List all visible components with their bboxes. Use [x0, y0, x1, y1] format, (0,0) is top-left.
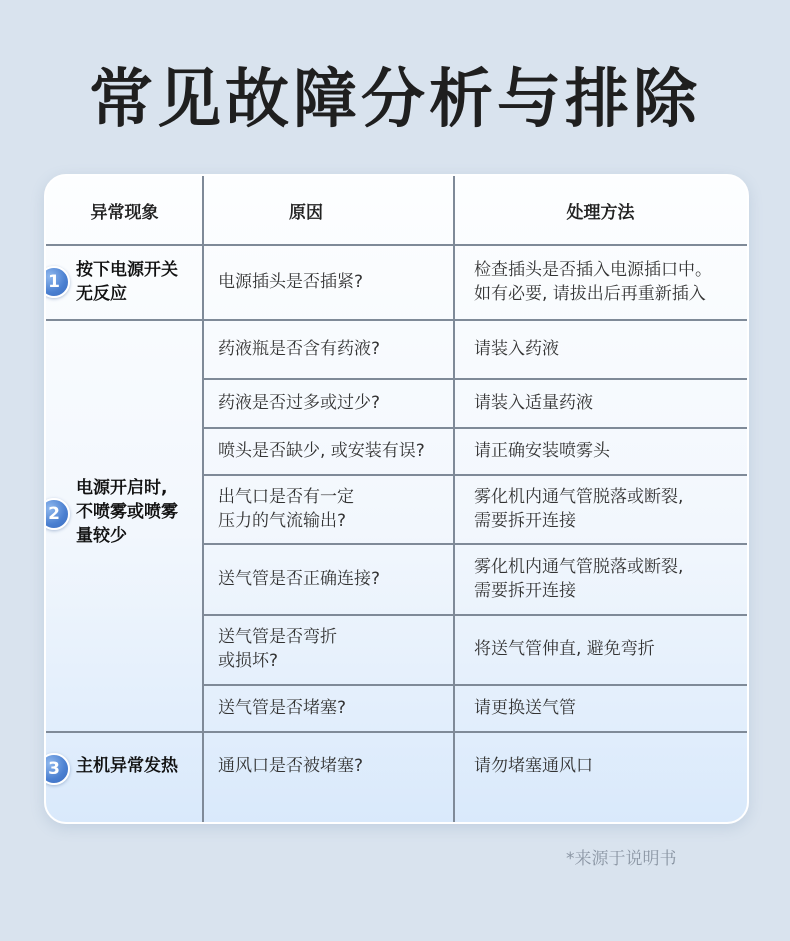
solution-cell: 检查插头是否插入电源插口中。 如有必要, 请拔出后再重新插入 — [474, 259, 712, 304]
symptom-label: 按下电源开关 无反应 — [76, 259, 178, 304]
solution-cell: 雾化机内通气管脱落或断裂, 需要拆开连接 — [474, 556, 684, 601]
solution-cell: 请更换送气管 — [474, 697, 576, 718]
cause-cell: 出气口是否有一定 压力的气流输出? — [218, 486, 354, 531]
cause-cell: 送气管是否正确连接? — [218, 568, 381, 589]
cause-cell: 送气管是否堵塞? — [218, 697, 347, 718]
cause-cell: 喷头是否缺少, 或安装有误? — [218, 440, 425, 461]
header-symptom: 异常现象 — [90, 202, 159, 223]
solution-cell: 雾化机内通气管脱落或断裂, 需要拆开连接 — [474, 486, 684, 531]
solution-cell: 请装入药液 — [474, 338, 559, 359]
header-cause: 原因 — [289, 202, 323, 223]
troubleshooting-table — [44, 174, 749, 824]
solution-cell: 请勿堵塞通风口 — [474, 756, 593, 776]
symptom-label: 电源开启时, 不喷雾或喷雾 量较少 — [76, 478, 178, 546]
header-solution: 处理方法 — [566, 202, 635, 223]
row-divider — [46, 731, 747, 733]
number-badge: 1 — [44, 266, 70, 298]
cause-cell: 通风口是否被堵塞? — [218, 756, 364, 776]
row-divider — [46, 319, 747, 321]
cause-cell: 送气管是否弯折 或损坏? — [218, 627, 337, 671]
solution-cell: 将送气管伸直, 避免弯折 — [474, 639, 655, 659]
number-badge: 3 — [44, 753, 70, 785]
number-badge: 2 — [44, 498, 70, 530]
cause-cell: 药液是否过多或过少? — [218, 392, 381, 413]
cause-cell: 药液瓶是否含有药液? — [218, 338, 381, 359]
cause-cell: 电源插头是否插紧? — [218, 271, 364, 292]
page-title: 常见故障分析与排除 — [89, 63, 701, 137]
column-divider — [453, 176, 455, 822]
solution-cell: 请正确安装喷雾头 — [474, 440, 610, 461]
solution-cell: 请装入适量药液 — [474, 392, 593, 413]
symptom-label: 主机异常发热 — [76, 756, 178, 776]
source-footnote: *来源于说明书 — [566, 849, 677, 869]
column-divider — [202, 176, 204, 822]
